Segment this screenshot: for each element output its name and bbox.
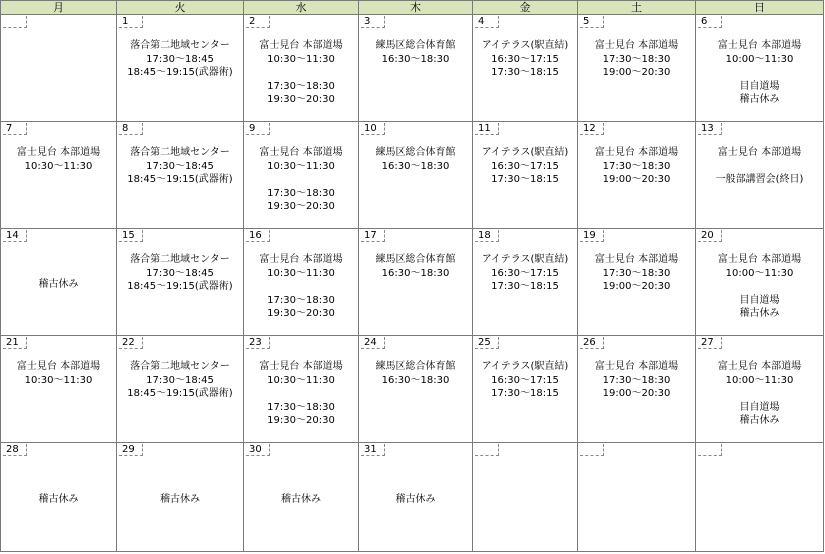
calendar-day-cell <box>472 121 578 229</box>
day-schedule <box>1 146 116 173</box>
calendar-day-cell <box>472 442 578 552</box>
day-number: 12 <box>580 123 604 135</box>
calendar-day-cell <box>116 442 244 552</box>
schedule-line: 富士見台 本部道場 <box>594 40 679 51</box>
day-number: 28 <box>3 444 27 456</box>
day-number: 2 <box>246 16 270 28</box>
weekday-sat-header: 土 <box>577 0 696 15</box>
day-schedule <box>473 360 577 401</box>
schedule-line: 一般部講習会(終日) <box>715 174 804 185</box>
day-number: 13 <box>698 123 722 135</box>
day-number <box>580 444 604 456</box>
calendar-day-cell <box>0 335 117 443</box>
calendar-day-cell <box>358 14 473 122</box>
calendar-day-cell <box>472 335 578 443</box>
schedule-line: 落合第二地域センター <box>130 254 230 265</box>
day-schedule <box>359 146 472 173</box>
schedule-line: 10:30～11:30 <box>267 53 335 65</box>
calendar-day-cell <box>243 228 359 336</box>
day-schedule <box>1 229 116 335</box>
schedule-line: 目自道場 <box>739 401 780 413</box>
schedule-line: 富士見台 本部道場 <box>16 147 101 158</box>
schedule-line: 稽古休み <box>38 494 79 506</box>
day-schedule <box>696 360 823 428</box>
day-number: 1 <box>119 16 143 28</box>
calendar-day-cell <box>243 442 359 552</box>
schedule-line: 19:30～20:30 <box>267 201 335 212</box>
schedule-line <box>696 280 823 294</box>
schedule-line: 17:30～18:45 <box>146 267 214 279</box>
schedule-line: 10:00～11:30 <box>725 53 794 65</box>
schedule-line: 16:30～18:30 <box>381 374 450 386</box>
day-number: 15 <box>119 230 143 242</box>
day-number: 19 <box>580 230 604 242</box>
schedule-line <box>244 387 358 401</box>
schedule-line <box>244 173 358 187</box>
day-schedule <box>244 360 358 428</box>
day-number <box>698 444 722 456</box>
schedule-line: アイテラス(駅直結) <box>481 147 569 158</box>
schedule-line: 18:45～19:15(武器術) <box>127 281 233 292</box>
weekday-fri-header: 金 <box>472 0 578 15</box>
day-number: 7 <box>3 123 27 135</box>
day-number: 23 <box>246 337 270 349</box>
schedule-line: 富士見台 本部道場 <box>259 40 343 51</box>
schedule-line: 富士見台 本部道場 <box>259 361 343 372</box>
schedule-line: 稽古休み <box>281 494 321 506</box>
calendar-day-cell <box>577 121 696 229</box>
schedule-line: 富士見台 本部道場 <box>594 147 679 158</box>
day-schedule <box>578 360 695 401</box>
calendar-day-cell <box>577 228 696 336</box>
schedule-line: 16:30～18:30 <box>381 53 450 65</box>
day-number: 11 <box>475 123 499 135</box>
day-number: 16 <box>246 230 270 242</box>
day-schedule <box>578 146 695 187</box>
schedule-line: 10:30～11:30 <box>267 160 335 172</box>
schedule-line: 17:30～18:30 <box>267 80 335 92</box>
schedule-line: 19:30～20:30 <box>267 94 335 105</box>
calendar-day-cell <box>116 121 244 229</box>
day-schedule <box>1 360 116 387</box>
calendar-day-cell <box>695 14 824 122</box>
schedule-line <box>244 280 358 294</box>
schedule-line: 練馬区総合体育館 <box>375 254 456 265</box>
calendar-day-cell <box>577 335 696 443</box>
schedule-line: 稽古休み <box>160 494 200 506</box>
schedule-line: 落合第二地域センター <box>130 147 230 158</box>
schedule-line: 落合第二地域センター <box>130 40 230 51</box>
schedule-line: 18:45～19:15(武器術) <box>127 174 233 185</box>
weekday-sun-header: 日 <box>695 0 824 15</box>
schedule-line: 17:30～18:30 <box>602 53 671 65</box>
schedule-line: 19:00～20:30 <box>602 388 671 399</box>
schedule-line: 練馬区総合体育館 <box>375 147 456 158</box>
schedule-line: 練馬区総合体育館 <box>375 361 456 372</box>
day-number <box>3 16 27 28</box>
schedule-line: 18:45～19:15(武器術) <box>127 388 233 399</box>
schedule-line: 落合第二地域センター <box>130 361 230 372</box>
calendar-day-cell <box>577 442 696 552</box>
day-number: 9 <box>246 123 270 135</box>
calendar-day-cell <box>358 228 473 336</box>
day-number: 20 <box>698 230 722 242</box>
schedule-line: 16:30～18:30 <box>381 160 450 172</box>
schedule-line: 10:30～11:30 <box>24 374 93 386</box>
schedule-line: 17:30～18:30 <box>267 401 335 413</box>
schedule-line: アイテラス(駅直結) <box>481 40 569 51</box>
schedule-line: 17:30～18:45 <box>146 160 214 172</box>
schedule-line: 16:30～17:15 <box>491 267 559 279</box>
schedule-line: 18:45～19:15(武器術) <box>127 67 233 78</box>
schedule-line: 富士見台 本部道場 <box>717 147 802 158</box>
day-schedule <box>359 443 472 551</box>
day-number: 31 <box>361 444 385 456</box>
weekday-wed-header: 水 <box>243 0 359 15</box>
schedule-line <box>696 66 823 80</box>
schedule-line: 17:30～18:30 <box>602 267 671 279</box>
schedule-line: 目自道場 <box>739 294 780 306</box>
schedule-line: 17:30～18:15 <box>491 388 559 399</box>
day-schedule <box>117 360 243 401</box>
day-number: 4 <box>475 16 499 28</box>
day-schedule <box>244 39 358 107</box>
schedule-line: 17:30～18:15 <box>491 174 559 185</box>
weekday-tue-header: 火 <box>116 0 244 15</box>
day-number: 30 <box>246 444 270 456</box>
schedule-line: 10:30～11:30 <box>24 160 93 172</box>
calendar-day-cell <box>358 121 473 229</box>
schedule-line <box>696 160 823 174</box>
schedule-line: 17:30～18:45 <box>146 374 214 386</box>
calendar-day-cell <box>472 228 578 336</box>
day-schedule <box>1 443 116 551</box>
calendar-day-cell <box>0 121 117 229</box>
schedule-line: 富士見台 本部道場 <box>259 147 343 158</box>
schedule-line: 17:30～18:30 <box>267 294 335 306</box>
schedule-line: 稽古休み <box>395 494 436 506</box>
schedule-line: 17:30～18:30 <box>602 160 671 172</box>
day-schedule <box>359 39 472 66</box>
schedule-line: 17:30～18:30 <box>267 187 335 199</box>
day-number: 22 <box>119 337 143 349</box>
calendar-day-cell <box>116 14 244 122</box>
calendar-day-cell <box>358 442 473 552</box>
day-number: 29 <box>119 444 143 456</box>
calendar-day-cell <box>358 335 473 443</box>
schedule-line: 16:30～17:15 <box>491 374 559 386</box>
schedule-line: アイテラス(駅直結) <box>481 254 569 265</box>
calendar-day-cell <box>0 228 117 336</box>
calendar-day-cell <box>695 335 824 443</box>
calendar-day-cell <box>695 121 824 229</box>
day-number: 3 <box>361 16 385 28</box>
schedule-line <box>696 387 823 401</box>
schedule-line: 富士見台 本部道場 <box>594 254 679 265</box>
day-schedule <box>696 39 823 107</box>
calendar-day-cell <box>695 442 824 552</box>
schedule-line: 練馬区総合体育館 <box>375 40 456 51</box>
schedule-line: 16:30～17:15 <box>491 160 559 172</box>
schedule-line: 17:30～18:45 <box>146 53 214 65</box>
schedule-line: 富士見台 本部道場 <box>259 254 343 265</box>
schedule-line: 稽古休み <box>38 279 79 291</box>
day-schedule <box>578 253 695 294</box>
schedule-line: 17:30～18:30 <box>602 374 671 386</box>
schedule-line: 10:30～11:30 <box>267 267 335 279</box>
day-number: 5 <box>580 16 604 28</box>
day-number: 18 <box>475 230 499 242</box>
day-number: 21 <box>3 337 27 349</box>
schedule-line: 富士見台 本部道場 <box>717 40 802 51</box>
schedule-line: 富士見台 本部道場 <box>16 361 101 372</box>
day-schedule <box>117 146 243 187</box>
schedule-line: 16:30～17:15 <box>491 53 559 65</box>
schedule-line <box>244 66 358 80</box>
schedule-line: 目自道場 <box>739 80 780 92</box>
day-number <box>475 444 499 456</box>
calendar-day-cell <box>577 14 696 122</box>
schedule-line: 17:30～18:15 <box>491 281 559 292</box>
calendar-day-cell <box>0 442 117 552</box>
day-schedule <box>696 253 823 321</box>
schedule-line: 富士見台 本部道場 <box>717 361 802 372</box>
day-schedule <box>473 253 577 294</box>
day-schedule <box>473 146 577 187</box>
calendar-day-cell <box>0 14 117 122</box>
day-number: 14 <box>3 230 27 242</box>
schedule-line: 富士見台 本部道場 <box>594 361 679 372</box>
day-schedule <box>473 39 577 80</box>
day-schedule <box>117 253 243 294</box>
day-schedule <box>244 253 358 321</box>
schedule-line: 10:30～11:30 <box>267 374 335 386</box>
day-schedule <box>359 253 472 280</box>
day-number: 24 <box>361 337 385 349</box>
day-number: 27 <box>698 337 722 349</box>
day-number: 6 <box>698 16 722 28</box>
calendar-day-cell <box>243 14 359 122</box>
schedule-line: 19:00～20:30 <box>602 174 671 185</box>
day-schedule <box>244 146 358 214</box>
schedule-line: 10:00～11:30 <box>725 374 794 386</box>
day-schedule <box>117 443 243 551</box>
schedule-line: 19:30～20:30 <box>267 415 335 426</box>
day-number: 8 <box>119 123 143 135</box>
day-schedule <box>117 39 243 80</box>
schedule-line: 富士見台 本部道場 <box>717 254 802 265</box>
day-schedule <box>696 146 823 187</box>
calendar-day-cell <box>695 228 824 336</box>
schedule-line: 稽古休み <box>739 94 780 105</box>
schedule-line: 稽古休み <box>739 308 780 319</box>
calendar-day-cell <box>116 228 244 336</box>
weekday-mon-header: 月 <box>0 0 117 15</box>
calendar-day-cell <box>243 121 359 229</box>
schedule-line: 稽古休み <box>739 415 780 426</box>
day-number: 10 <box>361 123 385 135</box>
day-number: 25 <box>475 337 499 349</box>
calendar-day-cell <box>472 14 578 122</box>
schedule-line: 10:00～11:30 <box>725 267 794 279</box>
day-number: 26 <box>580 337 604 349</box>
weekday-thu-header: 木 <box>358 0 473 15</box>
day-schedule <box>244 443 358 551</box>
schedule-line: 17:30～18:15 <box>491 67 559 78</box>
schedule-line: 19:00～20:30 <box>602 281 671 292</box>
calendar-day-cell <box>243 335 359 443</box>
schedule-line: 16:30～18:30 <box>381 267 450 279</box>
schedule-line: 19:30～20:30 <box>267 308 335 319</box>
day-schedule <box>359 360 472 387</box>
day-schedule <box>578 39 695 80</box>
schedule-line: 19:00～20:30 <box>602 67 671 78</box>
calendar-day-cell <box>116 335 244 443</box>
schedule-line: アイテラス(駅直結) <box>481 361 569 372</box>
day-number: 17 <box>361 230 385 242</box>
